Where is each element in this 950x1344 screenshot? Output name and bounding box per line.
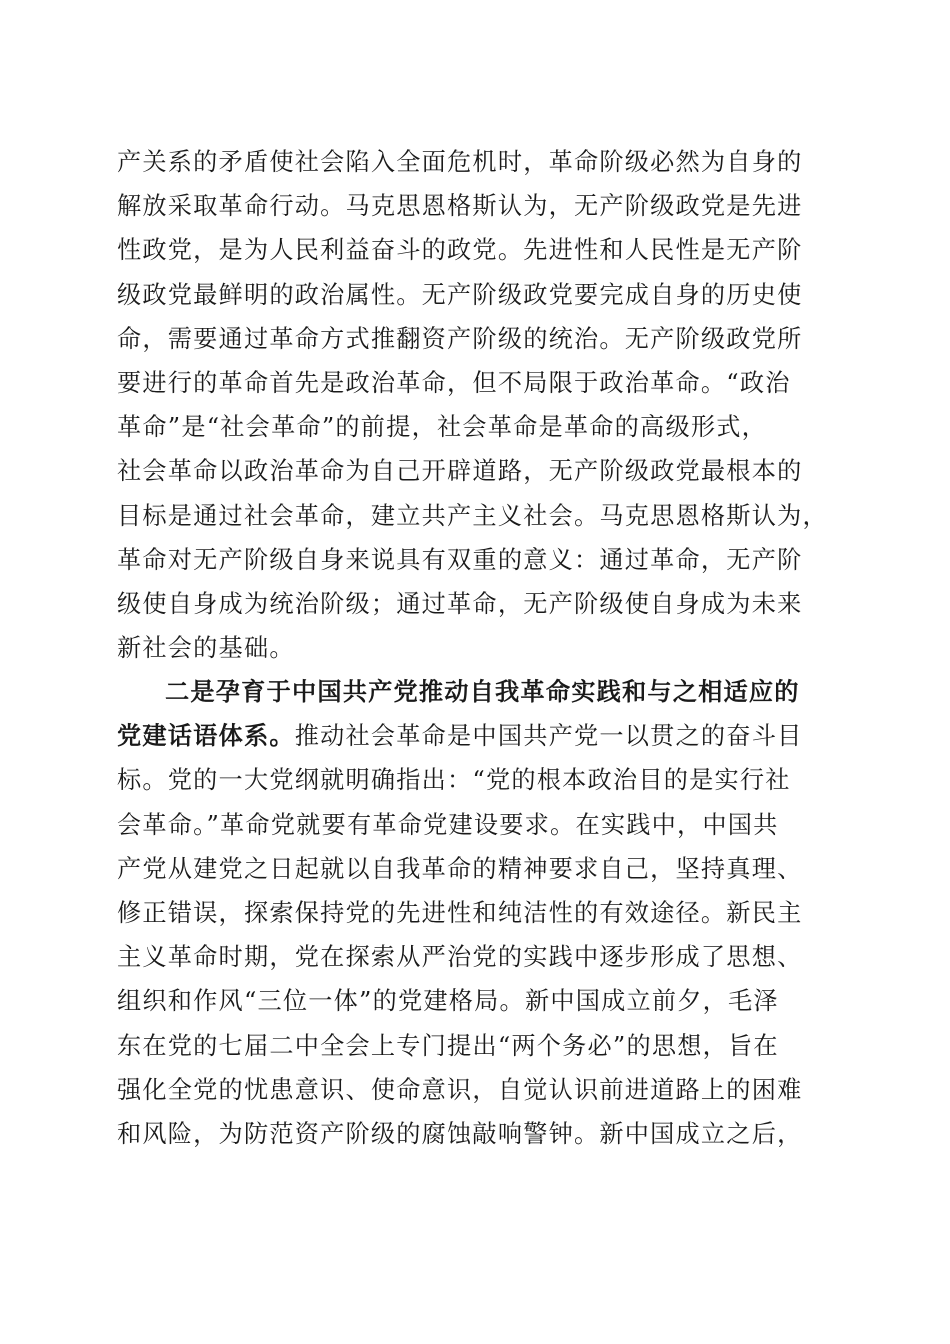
text-line: 主义革命时期，党在探索从严治党的实践中逐步形成了思想、: [117, 943, 803, 972]
text-line: 革命”是“社会革命”的前提，社会革命是革命的高级形式，: [117, 413, 767, 442]
text-line: 产关系的矛盾使社会陷入全面危机时，革命阶级必然为自身的: [117, 148, 803, 176]
text-line: 解放采取革命行动。马克思恩格斯认为，无产阶级政党是先进: [117, 192, 803, 221]
text-line: 修正错误，探索保持党的先进性和纯洁性的有效途径。新民主: [117, 898, 803, 927]
text-line: 要进行的革命首先是政治革命，但不局限于政治革命。“政治: [117, 368, 791, 397]
text-line: 会革命。”革命党就要有革命党建设要求。在实践中，中国共: [117, 810, 779, 839]
text-line: [117, 714, 837, 758]
text-segment: 推动社会革命是中国共产党一以贯之的奋斗目: [294, 722, 803, 751]
text-line: 强化全党的忧患意识、使命意识，自觉认识前进道路上的困难: [117, 1075, 803, 1104]
text-line: 性政党，是为人民利益奋斗的政党。先进性和人民性是无产阶: [117, 236, 803, 265]
section-heading-end: 党建话语体系。: [117, 721, 295, 751]
text-line: 社会革命以政治革命为自己开辟道路，无产阶级政党最根本的: [117, 457, 803, 486]
text-line: 级政党最鲜明的政治属性。无产阶级政党要完成自身的历史使: [117, 280, 803, 309]
paragraph-2: [117, 670, 837, 1156]
text-line: 产党从建党之日起就以自我革命的精神要求自己，坚持真理、: [117, 854, 803, 883]
text-line: 目标是通过社会革命，建立共产主义社会。马克思恩格斯认为，: [117, 501, 828, 530]
text-line: 组织和作风“三位一体”的党建格局。新中国成立前夕，毛泽: [117, 987, 779, 1016]
text-line: 和风险，为防范资产阶级的腐蚀敲响警钟。新中国成立之后，: [117, 1119, 803, 1148]
text-line: 东在党的七届二中全会上专门提出“两个务必”的思想，旨在: [117, 1031, 779, 1060]
text-line: 革命对无产阶级自身来说具有双重的意义：通过革命，无产阶: [117, 545, 803, 574]
text-line: 级使自身成为统治阶级；通过革命，无产阶级使自身成为未来: [117, 589, 803, 618]
section-heading: 二是孕育于中国共产党推动自我革命实践和与之相适应的: [165, 677, 800, 706]
text-line: 标。党的一大党纲就明确指出：“党的根本政治目的是实行社: [117, 766, 791, 795]
paragraph-1: [117, 140, 837, 670]
text-line: 命，需要通过革命方式推翻资产阶级的统治。无产阶级政党所: [117, 324, 803, 353]
text-line: 新社会的基础。: [117, 634, 295, 663]
